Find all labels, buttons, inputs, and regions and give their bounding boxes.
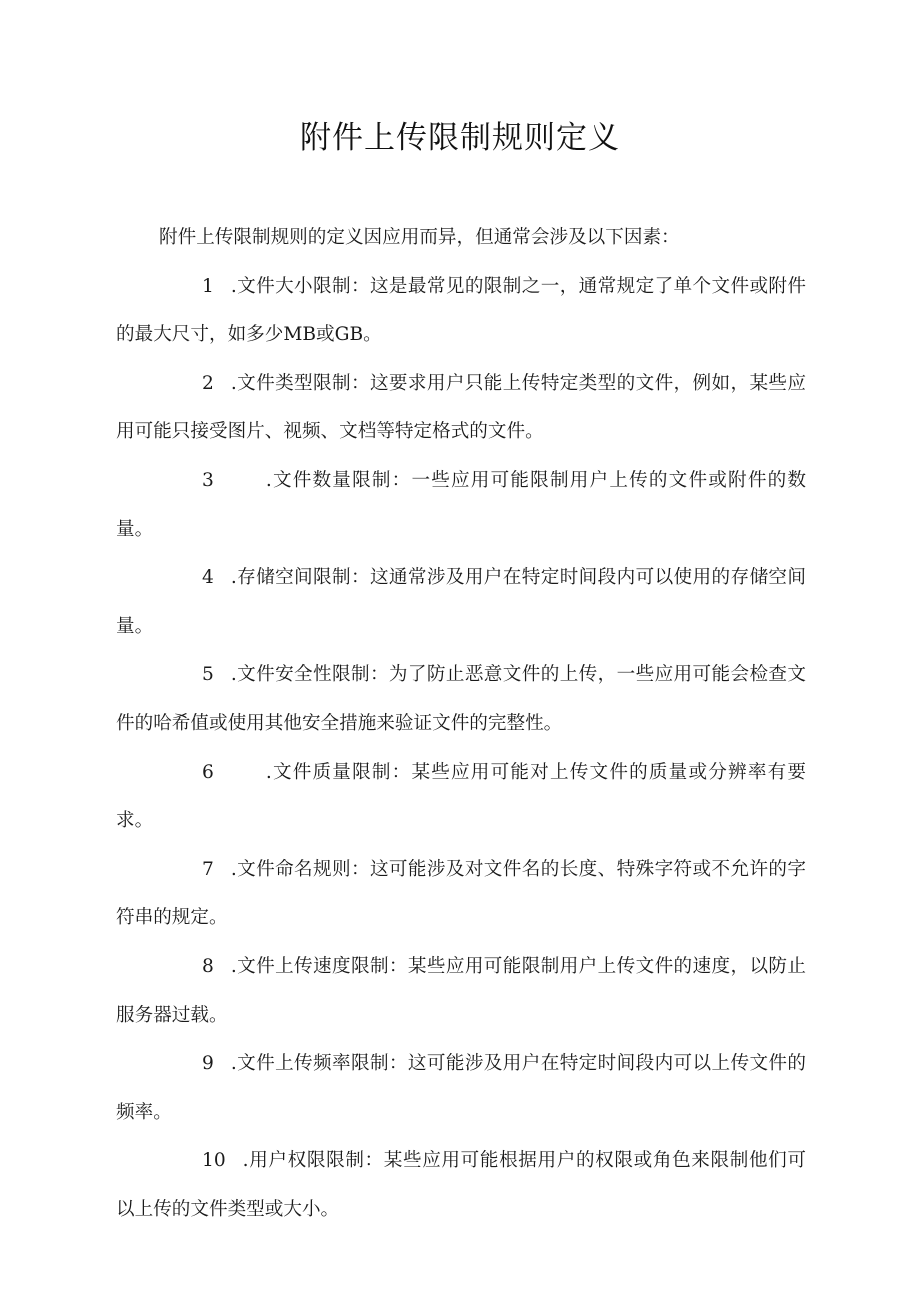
item-text: .文件上传速度限制：某些应用可能限制用户上传文件的速度，以防止服务器过载。 <box>116 955 806 1026</box>
item-number: 8 <box>202 955 214 977</box>
item-text: .用户权限限制：某些应用可能根据用户的权限或角色来限制他们可以上传的文件类型或大小。 <box>116 1150 806 1220</box>
list-item-4 <box>116 554 806 651</box>
item-number: 9 <box>202 1053 214 1075</box>
item-text: .文件数量限制：一些应用可能限制用户上传的文件或附件的数量。 <box>116 469 806 540</box>
list-item-5 <box>116 651 806 748</box>
item-number: 7 <box>202 858 214 880</box>
item-number: 4 <box>202 567 214 589</box>
document-title: 附件上传限制规则定义 <box>300 120 620 156</box>
item-number: 10 <box>202 1150 226 1172</box>
item-text: .文件上传频率限制：这可能涉及用户在特定时间段内可以上传文件的频率。 <box>116 1053 806 1123</box>
item-text: .存储空间限制：这通常涉及用户在特定时间段内可以使用的存储空间量。 <box>116 567 806 637</box>
list-item-10 <box>116 1137 806 1234</box>
intro-paragraph: 附件上传限制规则的定义因应用而异，但通常会涉及以下因素： <box>159 227 680 248</box>
item-number: 1 <box>202 275 214 297</box>
item-text: .文件质量限制：某些应用可能对上传文件的质量或分辨率有要求。 <box>116 761 806 832</box>
list-item-6 <box>116 749 806 846</box>
item-number: 6 <box>202 761 214 783</box>
item-text: .文件类型限制：这要求用户只能上传特定类型的文件，例如，某些应用可能只接受图片、视频、文档等特定格式的文件。 <box>116 372 806 443</box>
list-item-9 <box>116 1040 806 1137</box>
item-number: 5 <box>202 664 214 686</box>
list-item-7 <box>116 846 806 943</box>
document-body <box>116 214 806 1234</box>
item-text: .文件安全性限制：为了防止恶意文件的上传，一些应用可能会检查文件的哈希值或使用其他安全措施来验证文件的完整性。 <box>116 664 806 734</box>
item-number: 2 <box>202 372 214 394</box>
item-text: .文件大小限制：这是最常见的限制之一，通常规定了单个文件或附件的最大尺寸，如多少MB或GB。 <box>116 275 806 346</box>
item-number: 3 <box>202 469 214 491</box>
list-item-2 <box>116 360 806 457</box>
item-text: .文件命名规则：这可能涉及对文件名的长度、特殊字符或不允许的字符串的规定。 <box>116 858 806 929</box>
list-item-1 <box>116 263 806 360</box>
list-item-8 <box>116 943 806 1040</box>
list-item-3 <box>116 457 806 554</box>
